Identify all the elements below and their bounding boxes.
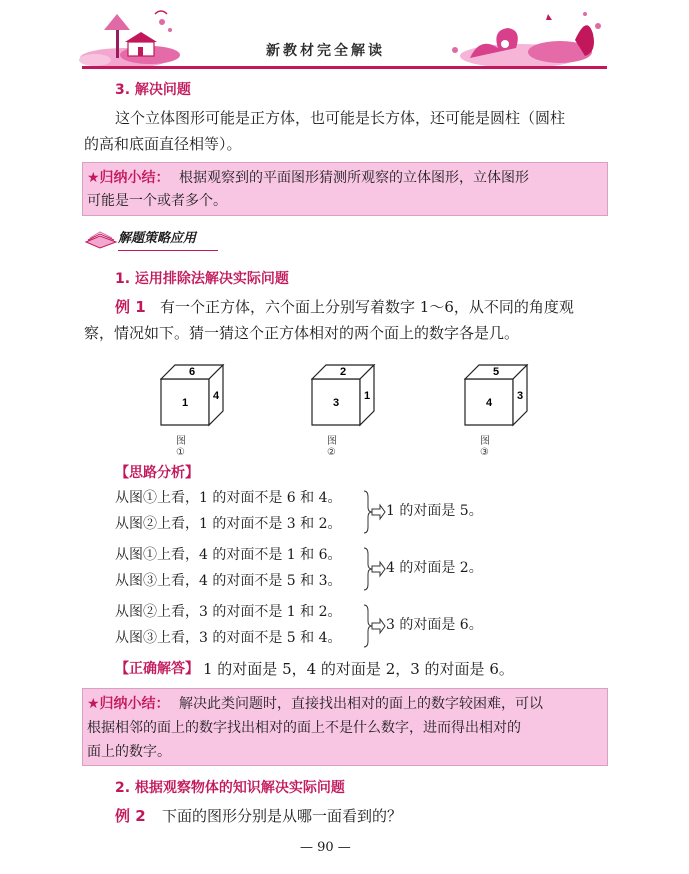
analysis-label: 【思路分析】 [115, 465, 199, 481]
analysis-line: 从图①上看，1 的对面不是 6 和 4。 [115, 490, 342, 506]
part1-heading: 1. 运用排除法解决实际问题 [115, 271, 289, 287]
cube-top-number: 6 [188, 366, 196, 378]
header-rule [82, 66, 607, 69]
paragraph-line: 的高和底面直径相等）。 [84, 135, 242, 153]
left-ornament [79, 11, 180, 68]
analysis-result: 3 的对面是 6。 [386, 617, 483, 633]
brace-arrow-icon [362, 489, 386, 535]
section-heading: 3. 解决问题 [115, 82, 191, 98]
strategy-underline [118, 250, 218, 251]
book-icon [84, 228, 118, 250]
cube-figure [464, 364, 544, 434]
summary-line: 根据相邻的面上的数字找出相对的面上不是什么数字，进而得出相对的 [87, 720, 521, 736]
cube-side-number: 4 [212, 390, 220, 402]
summary-label: ★归纳小结： [87, 170, 170, 186]
cube-top-number: 2 [339, 366, 347, 378]
analysis-result: 1 的对面是 5。 [386, 503, 483, 519]
summary-line: 解决此类问题时，直接找出相对的面上的数字较困难，可以 [179, 696, 543, 712]
example-text: 有一个正方体，六个面上分别写着数字 1～6，从不同的角度观 [160, 298, 574, 316]
analysis-result: 4 的对面是 2。 [386, 560, 483, 576]
summary-line: 根据观察到的平面图形猜测所观察的立体图形，立体图形 [179, 170, 529, 186]
right-ornament [452, 12, 601, 68]
brace-arrow-icon [362, 546, 386, 592]
cube-front-number: 4 [485, 397, 493, 409]
example-text: 察，情况如下。猜一猜这个正方体相对的两个面上的数字各是几。 [84, 324, 520, 342]
summary-label: ★归纳小结： [87, 696, 170, 712]
page-number: — 90 — [300, 840, 351, 855]
header-title: 新教材完全解读 [266, 43, 385, 59]
cube-caption: 图③ [480, 436, 490, 458]
cube-side-number: 3 [516, 390, 524, 402]
summary-line: 面上的数字。 [87, 744, 171, 760]
analysis-line: 从图③上看，4 的对面不是 5 和 3。 [115, 573, 342, 589]
summary-box [82, 162, 608, 216]
page-header [0, 0, 689, 78]
cube-top-number: 5 [492, 366, 500, 378]
analysis-line: 从图③上看，3 的对面不是 5 和 4。 [115, 630, 342, 646]
cube-caption: 图② [327, 436, 337, 458]
answer-text: 1 的对面是 5，4 的对面是 2，3 的对面是 6。 [203, 660, 514, 678]
summary-line: 可能是一个或者多个。 [87, 193, 227, 209]
cube-front-number: 3 [332, 397, 340, 409]
strategy-title: 解题策略应用 [118, 231, 197, 246]
example-text: 下面的图形分别是从哪一面看到的？ [162, 807, 403, 825]
analysis-line: 从图②上看，3 的对面不是 1 和 2。 [115, 604, 342, 620]
part2-heading: 2. 根据观察物体的知识解决实际问题 [115, 780, 345, 796]
brace-arrow-icon [362, 603, 386, 649]
paragraph-line: 这个立体图形可能是正方体，也可能是长方体，还可能是圆柱（圆柱 [115, 109, 566, 127]
analysis-line: 从图①上看，4 的对面不是 1 和 6。 [115, 547, 342, 563]
cube-side-number: 1 [363, 390, 371, 402]
cube-figure [160, 364, 240, 434]
cube-figure [311, 364, 391, 434]
cube-front-number: 1 [181, 397, 189, 409]
cube-caption: 图① [176, 436, 186, 458]
summary-box [82, 688, 608, 766]
answer-label: 【正确解答】 [115, 661, 199, 677]
analysis-line: 从图②上看，1 的对面不是 3 和 2。 [115, 516, 342, 532]
example-label: 例 2 [115, 807, 146, 825]
example-label: 例 1 [115, 298, 146, 316]
